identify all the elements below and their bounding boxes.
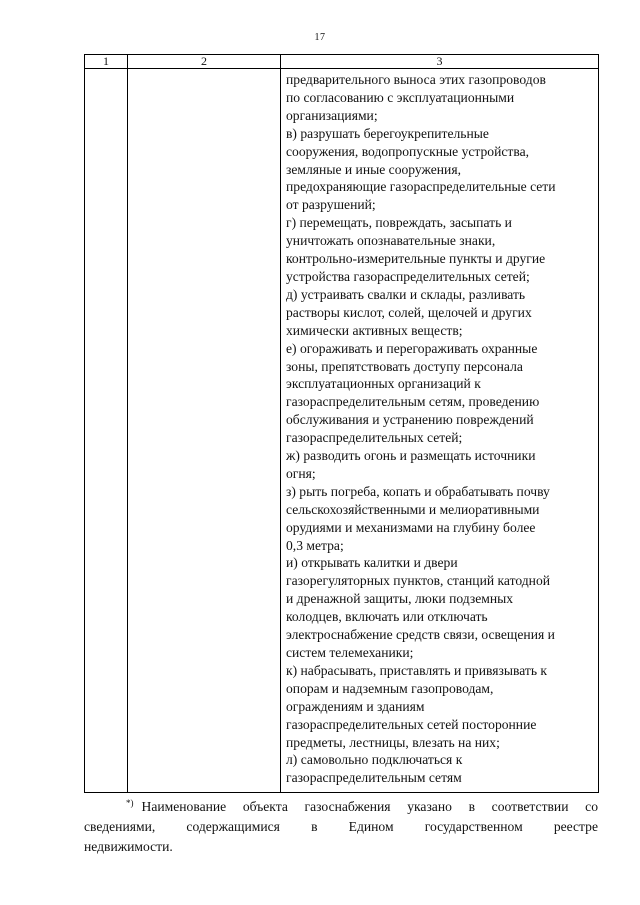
column3-line: г) перемещать, повреждать, засыпать и	[286, 215, 512, 231]
column3-line: л) самовольно подключаться к	[286, 752, 463, 768]
column3-line: опорам и надземным газопроводам,	[286, 680, 494, 696]
column3-line: контрольно-измерительные пункты и другие	[286, 251, 546, 267]
column3-text	[281, 69, 598, 792]
footnote	[84, 793, 598, 857]
column3-line: ограждениям и зданиям	[286, 698, 425, 714]
column3-line: уничтожать опознавательные знаки,	[286, 233, 496, 249]
table-cell-col1	[85, 69, 128, 793]
column3-line: газораспределительных сетей посторонние	[286, 716, 537, 732]
table-cell-col3	[281, 69, 599, 793]
document-table	[84, 54, 599, 793]
column3-line: 0,3 метра;	[286, 537, 344, 553]
column3-line: и) открывать калитки и двери	[286, 555, 458, 571]
column3-line: химически активных веществ;	[286, 322, 463, 338]
column3-line: з) рыть погреба, копать и обрабатывать почву	[286, 483, 550, 499]
column3-line: земляные и иные сооружения,	[286, 161, 461, 177]
column3-line: огня;	[286, 465, 316, 481]
footnote-line-3: недвижимости.	[84, 839, 173, 854]
page-number: 17	[314, 32, 326, 43]
column3-line: по согласованию с эксплуатационными	[286, 89, 515, 105]
column3-line: газораспределительным сетям	[286, 770, 462, 786]
footnote-text-1: Наименование объекта газоснабжения указано в соответствии со	[141, 799, 598, 814]
column3-line: систем телемеханики;	[286, 645, 414, 660]
column3-line: предварительного выноса этих газопроводов	[286, 72, 546, 87]
column3-line: д) устраивать свалки и склады, разливать	[286, 286, 526, 302]
footnote-line-1	[84, 793, 598, 817]
column3-line: устройства газораспределительных сетей;	[286, 268, 530, 284]
column3-line: организациями;	[286, 107, 378, 123]
column-header-3: 3	[281, 55, 599, 69]
column3-line: колодцев, включать или отключать	[286, 609, 488, 625]
column3-line: предохраняющие газораспределительные сети	[286, 179, 556, 195]
table-cell-col2	[128, 69, 281, 793]
column3-line: эксплуатационных организаций к	[286, 376, 481, 392]
column3-line: к) набрасывать, приставлять и привязывать к	[286, 662, 548, 678]
column3-line: растворы кислот, солей, щелочей и других	[286, 304, 532, 320]
column3-line: газораспределительных сетей;	[286, 430, 463, 446]
column3-line: электроснабжение средств связи, освещения и	[286, 627, 555, 643]
footnote-line-2: сведениями, содержащимися в Едином государственном реестре	[84, 819, 598, 834]
column3-line: е) огораживать и перегораживать охранные	[286, 340, 538, 356]
column3-line: от разрушений;	[286, 197, 376, 213]
column3-line: обслуживания и устранению повреждений	[286, 412, 534, 428]
column3-line: в) разрушать берегоукрепительные	[286, 125, 489, 141]
column-header-1: 1	[85, 55, 128, 69]
column3-line: ж) разводить огонь и размещать источники	[286, 448, 536, 464]
table-row	[85, 69, 599, 793]
column3-line: сельскохозяйственными и мелиоративными	[286, 501, 540, 517]
column3-line: предметы, лестницы, влезать на них;	[286, 734, 500, 750]
column3-line: сооружения, водопропускные устройства,	[286, 143, 530, 159]
footnote-marker: *)	[126, 798, 134, 808]
table-header-row	[85, 55, 599, 69]
column3-line: зоны, препятствовать доступу персонала	[286, 358, 523, 374]
column3-line: орудиями и механизмами на глубину более	[286, 519, 536, 535]
column3-line: газораспределительным сетям, проведению	[286, 394, 540, 410]
column3-line: и дренажной защиты, люки подземных	[286, 591, 514, 607]
column-header-2: 2	[128, 55, 281, 69]
column3-line: газорегуляторных пунктов, станций катодной	[286, 573, 551, 589]
